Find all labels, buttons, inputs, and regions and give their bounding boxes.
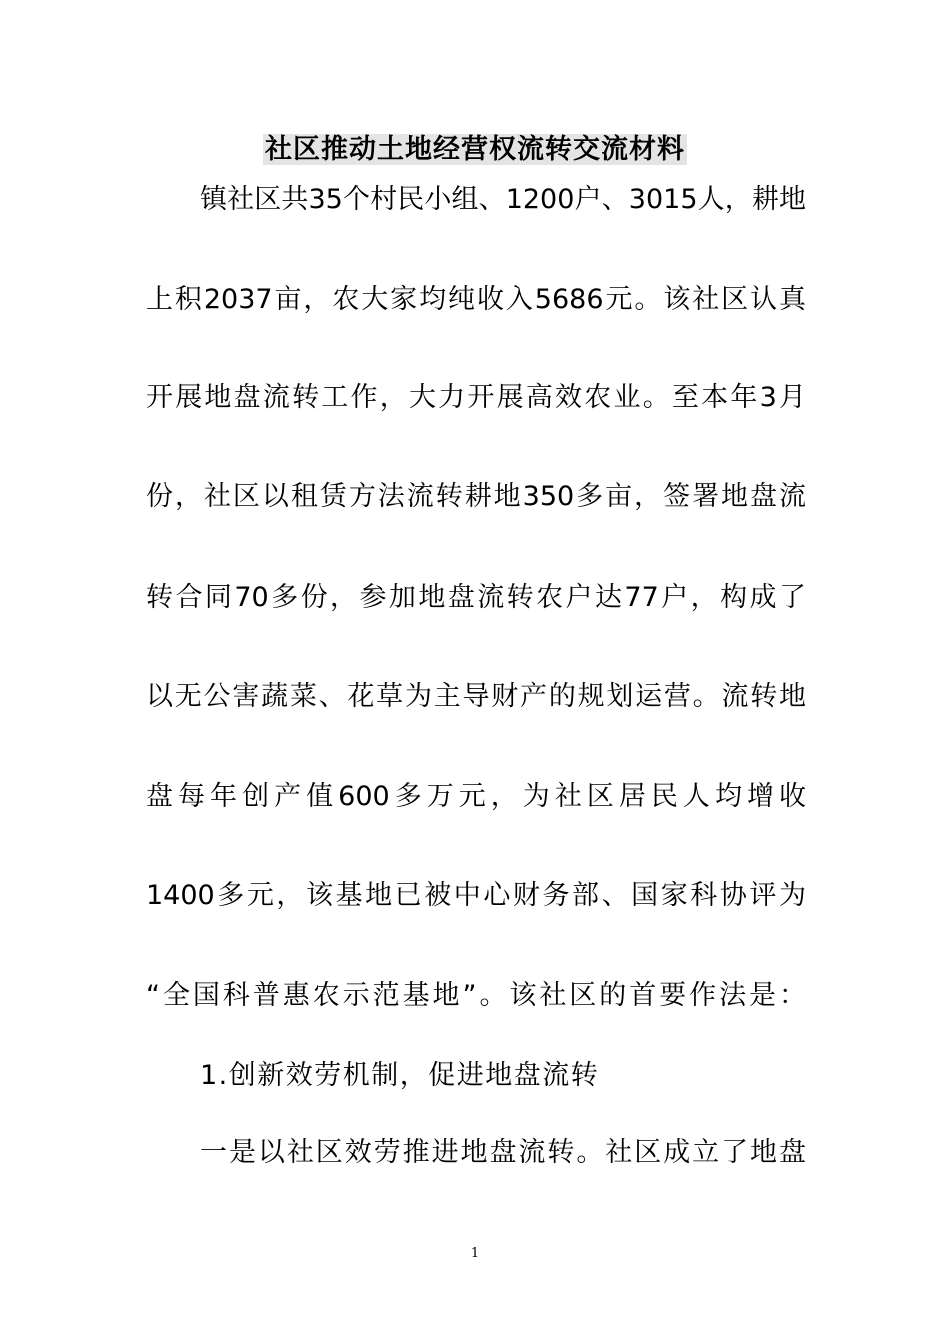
paragraph-line-9: “全国科普惠农示范基地”。该社区的首要作法是： bbox=[146, 980, 806, 1011]
paragraph-line-8: 1400多元，该基地已被中心财务部、国家科协评为 bbox=[146, 880, 806, 911]
paragraph-line-6: 以无公害蔬菜、花草为主导财产的规划运营。流转地 bbox=[146, 681, 806, 712]
paragraph-line-4: 份，社区以租赁方法流转耕地350多亩，签署地盘流 bbox=[146, 481, 806, 512]
paragraph-line-5: 转合同70多份，参加地盘流转农户达77户，构成了 bbox=[146, 582, 806, 613]
paragraph-line-2: 上积2037亩，农大家均纯收入5686元。该社区认真 bbox=[146, 284, 806, 315]
paragraph-line-1: 镇社区共35个村民小组、1200户、3015人，耕地 bbox=[200, 184, 806, 215]
title-text: 社区推动土地经营权流转交流材料 bbox=[265, 134, 685, 165]
paragraph-line-3: 开展地盘流转工作，大力开展高效农业。至本年3月 bbox=[146, 382, 806, 413]
paragraph-line-7: 盘每年创产值600多万元，为社区居民人均增收 bbox=[146, 781, 806, 812]
section-heading: 1.创新效劳机制，促进地盘流转 bbox=[200, 1060, 600, 1091]
page-number: 1 bbox=[470, 1246, 480, 1261]
paragraph-line-10: 一是以社区效劳推进地盘流转。社区成立了地盘 bbox=[200, 1137, 806, 1168]
document-title bbox=[0, 128, 950, 172]
